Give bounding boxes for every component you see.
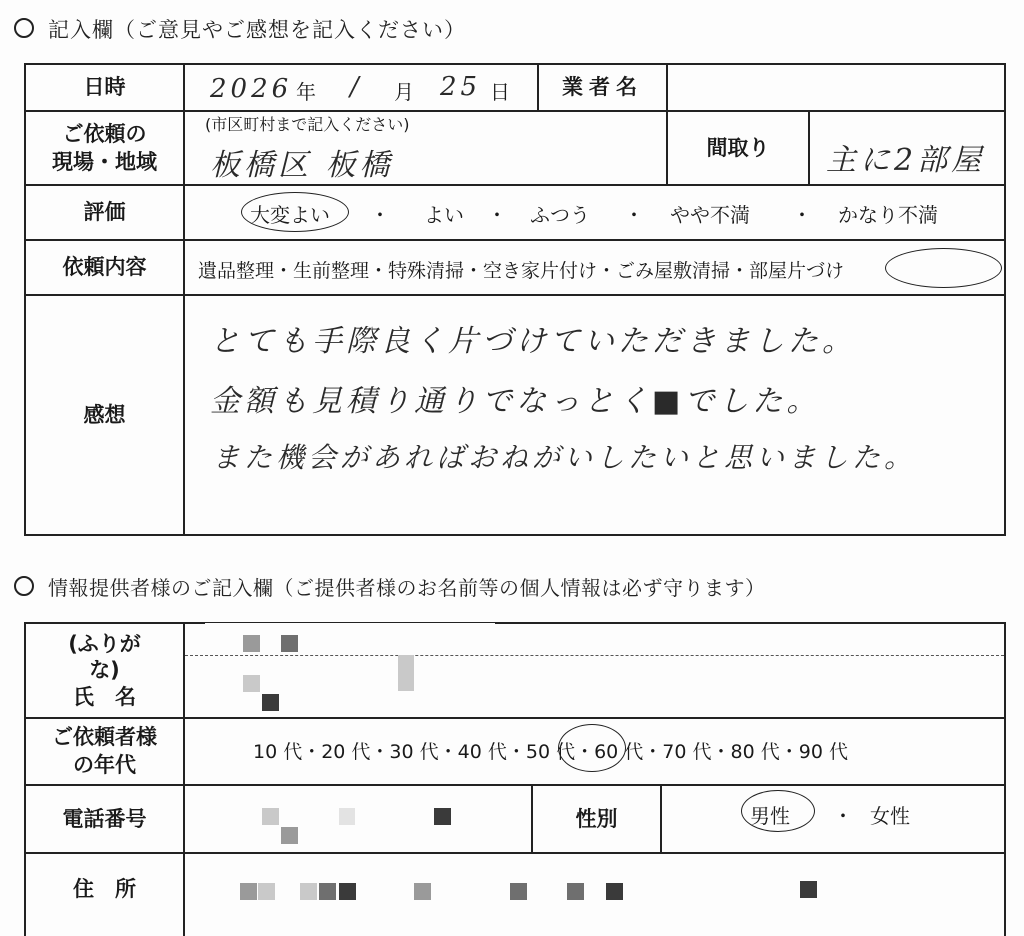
redacted-block	[434, 808, 451, 825]
year-value: 2026	[210, 74, 293, 104]
section-title-provider-text: 情報提供者様のご記入欄（ご提供者様のお名前等の個人情報は必ず守ります）	[48, 576, 766, 600]
redacted-block	[258, 883, 275, 900]
date-label: 日時	[83, 75, 126, 100]
section-title-comments-text: 記入欄（ご意見やご感想を記入ください）	[48, 18, 466, 42]
rating-separator: ・	[792, 203, 812, 227]
impression-label: 感想	[83, 402, 126, 427]
circle-bullet-icon	[14, 18, 34, 38]
section-title-provider	[14, 572, 766, 601]
selected-circle-mark	[241, 192, 349, 232]
redacted-block	[319, 883, 336, 900]
impression-line-3: また機会があればおねがいしたいと思いました。	[212, 441, 917, 474]
selected-circle-mark	[885, 248, 1002, 288]
redacted-block	[800, 881, 817, 898]
redacted-block	[414, 883, 431, 900]
location-label-line2: 現場・地域	[52, 150, 157, 174]
gender-female: 女性	[870, 804, 910, 828]
furigana-divider	[185, 655, 1004, 656]
selected-circle-mark	[558, 724, 626, 772]
column-divider	[660, 784, 662, 853]
table-border-right	[1004, 63, 1006, 536]
name-label-line1: (ふりが	[68, 632, 141, 657]
name-label	[26, 624, 183, 717]
redacted-block	[606, 883, 623, 900]
gender-label: 性別	[575, 806, 618, 831]
rating-option-excellent: 大変よい	[250, 203, 330, 227]
circle-bullet-icon	[14, 576, 34, 596]
rating-separator: ・	[487, 203, 507, 227]
redacted-block	[243, 675, 260, 692]
impression-line-1: とても手際良く片づけていただきました。	[210, 324, 856, 359]
redacted-block	[567, 883, 584, 900]
redacted-block	[510, 883, 527, 900]
age-label	[26, 719, 183, 784]
gender-separator: ・	[833, 804, 853, 828]
gender-male: 男性	[750, 804, 790, 828]
column-divider	[808, 110, 810, 185]
redacted-block	[398, 655, 414, 691]
age-label-line2: の年代	[73, 752, 136, 777]
table-border-bottom	[24, 534, 1006, 536]
age-options: 10 代・20 代・30 代・40 代・50 代・60 代・70 代・80 代・90 代	[253, 741, 848, 763]
rating-separator: ・	[370, 203, 390, 227]
name-label-line2: な)	[89, 658, 120, 683]
redacted-block	[262, 808, 279, 825]
rating-option-average: ふつう	[530, 203, 590, 227]
redacted-block	[281, 827, 298, 844]
column-divider	[183, 622, 185, 936]
redacted-block	[300, 883, 317, 900]
day-unit: 日	[490, 80, 510, 104]
layout-label: 間取り	[706, 135, 770, 160]
year-unit: 年	[296, 80, 316, 104]
month-value: /	[350, 72, 363, 102]
layout-value: 主に2部屋	[826, 143, 986, 178]
redacted-block	[339, 808, 355, 825]
request-label: 依頼内容	[62, 255, 147, 280]
age-label-line1: ご依頼者様	[52, 725, 157, 750]
redacted-block	[240, 883, 257, 900]
rating-label: 評価	[83, 200, 126, 225]
vendor-label: 業者名	[562, 75, 643, 100]
day-value: 25	[440, 72, 482, 102]
location-label-line1: ご依頼の	[62, 121, 147, 146]
location-label	[26, 112, 183, 184]
month-unit: 月	[394, 80, 414, 104]
rating-option-somewhat-dissatisfied: やや不満	[670, 203, 750, 227]
name-label-line3: 氏 名	[73, 684, 136, 709]
request-options: 遺品整理・生前整理・特殊清掃・空き家片付け・ごみ屋敷清掃・部屋片づけ	[198, 260, 845, 282]
table-border-right	[1004, 622, 1006, 936]
location-value: 板橋区 板橋	[210, 148, 394, 183]
column-divider	[183, 63, 185, 536]
impression-line-2: 金額も見積り通りでなっとく■でした。	[210, 384, 821, 419]
redacted-block	[339, 883, 356, 900]
phone-label: 電話番号	[62, 806, 147, 831]
redacted-block	[281, 635, 298, 652]
location-hint: (市区町村まで記入ください)	[205, 115, 410, 134]
address-label: 住 所	[73, 876, 136, 901]
section-title-comments	[14, 14, 466, 44]
rating-option-very-dissatisfied: かなり不満	[838, 203, 938, 227]
selected-circle-mark	[741, 790, 815, 832]
rating-option-good: よい	[424, 203, 464, 227]
redacted-block	[243, 635, 260, 652]
redacted-block	[262, 694, 279, 711]
rating-separator: ・	[624, 203, 644, 227]
